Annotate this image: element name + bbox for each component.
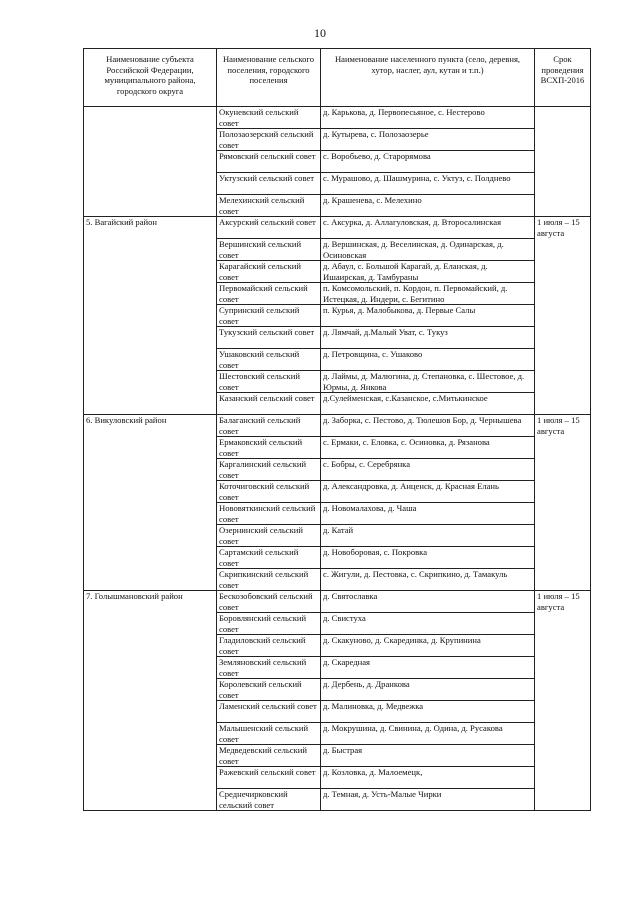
municipality-cell-cont xyxy=(84,789,217,811)
council-cell: Скрипкинский сельский совет xyxy=(217,569,321,591)
municipality-cell-cont xyxy=(84,151,217,173)
census-schedule-table xyxy=(83,48,591,811)
council-cell: Малышенский сельский совет xyxy=(217,723,321,745)
settlements-cell: с. Бобры, с. Серебрянка xyxy=(321,459,535,481)
settlements-cell: д. Кутырева, с. Полозаозерье xyxy=(321,129,535,151)
settlements-cell: п. Курья, д. Малобыкова, д. Первые Салы xyxy=(321,305,535,327)
municipality-cell-cont xyxy=(84,393,217,415)
header-period: Срок проведения ВСХП-2016 xyxy=(535,49,591,107)
municipality-cell-cont xyxy=(84,437,217,459)
municipality-cell-cont xyxy=(84,195,217,217)
table-header-row xyxy=(84,49,591,107)
period-cell-cont xyxy=(535,349,591,371)
council-cell: Бескозобовский сельский совет xyxy=(217,591,321,613)
period-cell-cont xyxy=(535,195,591,217)
period-cell: 1 июля – 15 августа xyxy=(535,415,591,437)
table-row xyxy=(84,415,591,437)
council-cell: Нововяткинский сельский совет xyxy=(217,503,321,525)
municipality-cell-cont xyxy=(84,679,217,701)
table-row xyxy=(84,767,591,789)
period-cell-cont xyxy=(535,327,591,349)
settlements-cell: с. Ермаки, с. Еловка, с. Осиновка, д. Рязанова xyxy=(321,437,535,459)
table-row xyxy=(84,723,591,745)
settlements-cell: д. Новоборовая, с. Покровка xyxy=(321,547,535,569)
municipality-cell-cont xyxy=(84,525,217,547)
period-cell-cont xyxy=(535,767,591,789)
council-cell: Каргалинский сельский совет xyxy=(217,459,321,481)
settlements-cell: д. Катай xyxy=(321,525,535,547)
council-cell: Гладиловский сельский совет xyxy=(217,635,321,657)
table-row xyxy=(84,107,591,129)
table-row xyxy=(84,305,591,327)
table-row xyxy=(84,327,591,349)
council-cell: Уктузский сельский совет xyxy=(217,173,321,195)
municipality-cell-cont xyxy=(84,305,217,327)
period-cell xyxy=(535,107,591,129)
period-cell-cont xyxy=(535,371,591,393)
settlements-cell: д. Скакуново, д. Скарединка, д. Крупинина xyxy=(321,635,535,657)
council-cell: Шестовский сельский совет xyxy=(217,371,321,393)
settlements-cell: д. Малиновка, д. Медвежка xyxy=(321,701,535,723)
municipality-cell-cont xyxy=(84,767,217,789)
table-row xyxy=(84,129,591,151)
municipality-cell-cont xyxy=(84,745,217,767)
table-row xyxy=(84,525,591,547)
council-cell: Первомайский сельский совет xyxy=(217,283,321,305)
table-row xyxy=(84,173,591,195)
settlements-cell: д. Заборка, с. Пестово, д. Тюлешов Бор, д. Чернышева xyxy=(321,415,535,437)
period-cell-cont xyxy=(535,547,591,569)
council-cell: Тукузский сельский совет xyxy=(217,327,321,349)
settlements-cell: д. Святославка xyxy=(321,591,535,613)
table-row xyxy=(84,635,591,657)
period-cell-cont xyxy=(535,437,591,459)
council-cell: Балаганский сельский совет xyxy=(217,415,321,437)
table-row xyxy=(84,459,591,481)
settlements-cell: с. Жигули, д. Пестовка, с. Скрипкино, д. Тамакуль xyxy=(321,569,535,591)
council-cell: Медведевский сельский совет xyxy=(217,745,321,767)
council-cell: Ражевский сельский совет xyxy=(217,767,321,789)
settlements-cell: д. Карькова, д. Первопесьяное, с. Нестерово xyxy=(321,107,535,129)
period-cell-cont xyxy=(535,569,591,591)
council-cell: Полозаозерский сельский совет xyxy=(217,129,321,151)
table-row xyxy=(84,349,591,371)
settlements-cell: п. Комсомольский, п. Кордон, п. Первомайский, д. Истецкая, д. Индери, с. Бегитино xyxy=(321,283,535,305)
period-cell-cont xyxy=(535,283,591,305)
table-row xyxy=(84,701,591,723)
municipality-cell: 5. Вагайский район xyxy=(84,217,217,239)
settlements-cell: д. Дербень, д. Дранкова xyxy=(321,679,535,701)
table-row xyxy=(84,481,591,503)
table-row xyxy=(84,283,591,305)
table-row xyxy=(84,371,591,393)
municipality-cell-cont xyxy=(84,283,217,305)
period-cell-cont xyxy=(535,261,591,283)
table-row xyxy=(84,393,591,415)
settlements-cell: д. Крашенева, с. Мелехино xyxy=(321,195,535,217)
table-row xyxy=(84,569,591,591)
settlements-cell: д. Лаймы, д. Малюгина, д. Степановка, с. Шестовое, д. Юрмы, д. Янкова xyxy=(321,371,535,393)
table-row xyxy=(84,437,591,459)
council-cell: Королевский сельский совет xyxy=(217,679,321,701)
council-cell: Карагайский сельский совет xyxy=(217,261,321,283)
period-cell-cont xyxy=(535,305,591,327)
settlements-cell: д. Мокрушина, д. Свинина, д. Одина, д. Русакова xyxy=(321,723,535,745)
settlements-cell: д. Петровщина, с. Ушаково xyxy=(321,349,535,371)
municipality-cell-cont xyxy=(84,261,217,283)
period-cell-cont xyxy=(535,151,591,173)
table-row xyxy=(84,547,591,569)
settlements-cell: д. Новомалахова, д. Чаша xyxy=(321,503,535,525)
municipality-cell-cont xyxy=(84,371,217,393)
council-cell: Казанский сельский совет xyxy=(217,393,321,415)
council-cell: Ламенский сельский совет xyxy=(217,701,321,723)
settlements-cell: с. Мурашово, д. Шашмурина, с. Уктуз, с. Полднево xyxy=(321,173,535,195)
table-row xyxy=(84,679,591,701)
settlements-cell: с. Аксурка, д. Аллагуловская, д. Второсалинская xyxy=(321,217,535,239)
council-cell: Ермаковский сельский совет xyxy=(217,437,321,459)
period-cell-cont xyxy=(535,745,591,767)
municipality-cell-cont xyxy=(84,503,217,525)
period-cell-cont xyxy=(535,173,591,195)
table-row xyxy=(84,591,591,613)
settlements-cell: д. Темная, д. Усть-Малые Чирки xyxy=(321,789,535,811)
municipality-cell-cont xyxy=(84,459,217,481)
period-cell-cont xyxy=(535,635,591,657)
period-cell-cont xyxy=(535,613,591,635)
period-cell-cont xyxy=(535,503,591,525)
settlements-cell: д. Вершинская, д. Веселинская, д. Одинарская, д. Осиновская xyxy=(321,239,535,261)
council-cell: Земляновский сельский совет xyxy=(217,657,321,679)
municipality-cell-cont xyxy=(84,569,217,591)
council-cell: Боровлянский сельский совет xyxy=(217,613,321,635)
table-row xyxy=(84,745,591,767)
council-cell: Супринский сельский совет xyxy=(217,305,321,327)
settlements-cell: д. Абаул, с. Большой Карагай, д. Еланская, д. Ишаирская, д. Тамбураны xyxy=(321,261,535,283)
table-row xyxy=(84,657,591,679)
municipality-cell: 6. Викуловский район xyxy=(84,415,217,437)
municipality-cell-cont xyxy=(84,239,217,261)
table-row xyxy=(84,261,591,283)
municipality-cell-cont xyxy=(84,635,217,657)
period-cell-cont xyxy=(535,701,591,723)
settlements-cell: д. Скаредная xyxy=(321,657,535,679)
table-row xyxy=(84,239,591,261)
settlements-cell: д. Лямчай, д.Малый Уват, с. Тукуз xyxy=(321,327,535,349)
municipality-cell-cont xyxy=(84,327,217,349)
table-row xyxy=(84,789,591,811)
council-cell: Коточиговский сельский совет xyxy=(217,481,321,503)
municipality-cell-cont xyxy=(84,129,217,151)
period-cell: 1 июля – 15 августа xyxy=(535,217,591,239)
period-cell-cont xyxy=(535,393,591,415)
table-row xyxy=(84,613,591,635)
council-cell: Рямовский сельский совет xyxy=(217,151,321,173)
municipality-cell-cont xyxy=(84,613,217,635)
council-cell: Среднечирковский сельский совет xyxy=(217,789,321,811)
period-cell: 1 июля – 15 августа xyxy=(535,591,591,613)
council-cell: Ушаковский сельский совет xyxy=(217,349,321,371)
settlements-cell: д. Козловка, д. Малоемецк, xyxy=(321,767,535,789)
settlements-cell: д. Свистуха xyxy=(321,613,535,635)
period-cell-cont xyxy=(535,239,591,261)
settlements-cell: с. Воробьево, д. Старорямова xyxy=(321,151,535,173)
period-cell-cont xyxy=(535,789,591,811)
council-cell: Озернинский сельский совет xyxy=(217,525,321,547)
period-cell-cont xyxy=(535,679,591,701)
council-cell: Окуневский сельский совет xyxy=(217,107,321,129)
header-localities: Наименование населенного пункта (село, деревня, хутор, наслег, аул, кутан и т.п.) xyxy=(321,49,535,107)
table-row xyxy=(84,151,591,173)
settlements-cell: д. Александровка, д. Анценск, д. Красная Елань xyxy=(321,481,535,503)
header-settlement-council: Наименование сельского поселения, городского поселения xyxy=(217,49,321,107)
council-cell: Сартамский сельский совет xyxy=(217,547,321,569)
municipality-cell-cont xyxy=(84,173,217,195)
page-number: 10 xyxy=(314,26,326,40)
table-row xyxy=(84,503,591,525)
table-body xyxy=(84,107,591,811)
period-cell-cont xyxy=(535,525,591,547)
settlements-cell: д. Быстрая xyxy=(321,745,535,767)
municipality-cell-cont xyxy=(84,701,217,723)
period-cell-cont xyxy=(535,129,591,151)
council-cell: Мелехинский сельский совет xyxy=(217,195,321,217)
period-cell-cont xyxy=(535,459,591,481)
header-subject: Наименование субъекта Российской Федерации, муниципального района, городского округа xyxy=(84,49,217,107)
period-cell-cont xyxy=(535,723,591,745)
period-cell-cont xyxy=(535,657,591,679)
table-row xyxy=(84,217,591,239)
municipality-cell-cont xyxy=(84,657,217,679)
council-cell: Вершинский сельский совет xyxy=(217,239,321,261)
municipality-cell xyxy=(84,107,217,129)
settlements-cell: д.Сулейменская, с.Казанское, с.Митькинское xyxy=(321,393,535,415)
municipality-cell-cont xyxy=(84,481,217,503)
council-cell: Аксурский сельский совет xyxy=(217,217,321,239)
table-row xyxy=(84,195,591,217)
municipality-cell-cont xyxy=(84,723,217,745)
municipality-cell-cont xyxy=(84,547,217,569)
period-cell-cont xyxy=(535,481,591,503)
municipality-cell-cont xyxy=(84,349,217,371)
municipality-cell: 7. Голышмановский район xyxy=(84,591,217,613)
